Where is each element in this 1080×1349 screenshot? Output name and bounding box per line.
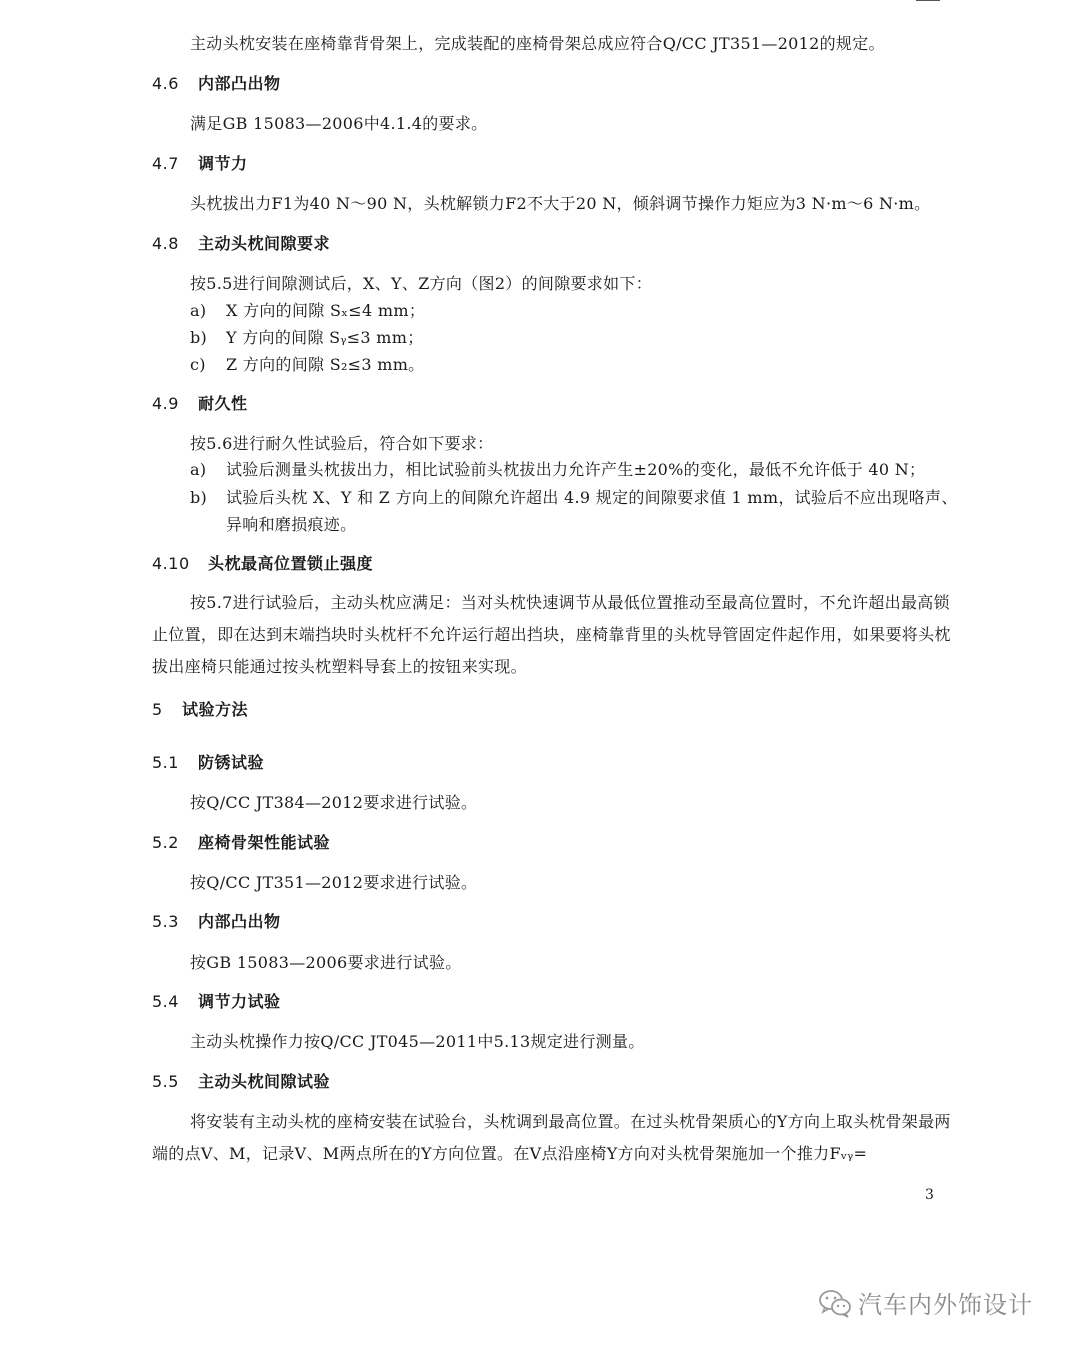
list-item — [190, 456, 965, 483]
section-number: 4.9 — [152, 394, 179, 413]
list-item — [190, 324, 965, 351]
intro-paragraph: 主动头枕安装在座椅靠背骨架上，完成装配的座椅骨架总成应符合Q/CC JT351—2012的规定。 — [190, 34, 885, 53]
section-heading-5-4 — [152, 988, 281, 1016]
top-rule — [916, 0, 940, 1]
watermark — [818, 1285, 1033, 1320]
watermark-text: 汽车内外饰设计 — [858, 1291, 1033, 1319]
section-heading-4-7 — [152, 150, 248, 178]
section-heading-4-10 — [152, 550, 373, 578]
section-heading-4-6 — [152, 70, 281, 98]
paragraph-5-2: 按Q/CC JT351—2012要求进行试验。 — [190, 873, 478, 892]
paragraph-4-9: 按5.6进行耐久性试验后，符合如下要求： — [190, 434, 494, 453]
section-title: 调节力 — [198, 154, 248, 173]
section-title: 内部凸出物 — [198, 74, 281, 93]
section-heading-4-8 — [152, 230, 330, 258]
paragraph-4-10: 按5.7进行试验后，主动头枕应满足：当对头枕快速调节从最低位置推动至最高位置时，不允许超出最高锁止位置，即在达到末端挡块时头枕杆不允许运行超出挡块，座椅靠背里的头枕导管固定件起作用，如果要将头枕拔出座椅只能通过按头枕塑料导套上的按钮来实现。 — [152, 593, 951, 676]
paragraph-5-5: 将安装有主动头枕的座椅安装在试验台，头枕调到最高位置。在过头枕骨架质心的Y方向上取头枕骨架最两端的点V、M，记录V、M两点所在的Y方向位置。在V点沿座椅Y方向对头枕骨架施加一个推力Fᵥᵧ= — [152, 1112, 951, 1163]
list-item — [190, 351, 965, 378]
paragraph-4-7: 头枕拔出力F1为40 N～90 N，头枕解锁力F2不大于20 N，倾斜调节操作力矩应为3 N·m～6 N·m。 — [190, 194, 931, 213]
paragraph-4-8: 按5.5进行间隙测试后，X、Y、Z方向（图2）的间隙要求如下： — [190, 274, 652, 293]
section-number: 5 — [152, 700, 163, 719]
paragraph-5-1: 按Q/CC JT384—2012要求进行试验。 — [190, 793, 478, 812]
list-text: Y 方向的间隙 Sᵧ≤3 mm； — [226, 328, 424, 347]
list-tag: a) — [190, 301, 207, 320]
section-heading-5-1 — [152, 749, 264, 777]
list-text: X 方向的间隙 Sₓ≤4 mm； — [226, 301, 426, 320]
section-number: 4.6 — [152, 74, 179, 93]
section-title: 主动头枕间隙试验 — [198, 1072, 331, 1091]
section-number: 5.4 — [152, 992, 179, 1011]
section-number: 5.1 — [152, 753, 179, 772]
section-heading-5-5 — [152, 1068, 330, 1096]
section-title: 头枕最高位置锁止强度 — [208, 554, 374, 573]
section-number: 5.5 — [152, 1072, 179, 1091]
section-heading-4-9 — [152, 390, 248, 418]
section-title: 主动头枕间隙要求 — [198, 234, 331, 253]
section-number: 5.2 — [152, 833, 179, 852]
section-heading-5 — [152, 696, 248, 724]
section-title: 调节力试验 — [198, 992, 281, 1011]
section-title: 内部凸出物 — [198, 912, 281, 931]
section-number: 4.7 — [152, 154, 179, 173]
list-tag: c) — [190, 355, 206, 374]
section-title: 耐久性 — [198, 394, 248, 413]
paragraph-5-3: 按GB 15083—2006要求进行试验。 — [190, 953, 462, 972]
list-text: Z 方向的间隙 S₂≤3 mm。 — [226, 355, 425, 374]
paragraph-4-6: 满足GB 15083—2006中4.1.4的要求。 — [190, 114, 488, 133]
list-item — [190, 484, 965, 538]
list-tag: a) — [190, 460, 207, 479]
section-heading-5-2 — [152, 829, 330, 857]
page-number: 3 — [925, 1187, 934, 1203]
list-tag: b) — [190, 328, 208, 347]
section-number: 5.3 — [152, 912, 179, 931]
wechat-icon — [818, 1288, 852, 1318]
section-heading-5-3 — [152, 908, 281, 936]
section-title: 防锈试验 — [198, 753, 265, 772]
paragraph-5-4: 主动头枕操作力按Q/CC JT045—2011中5.13规定进行测量。 — [190, 1032, 645, 1051]
section-title: 试验方法 — [182, 700, 249, 719]
section-number: 4.8 — [152, 234, 179, 253]
list-item — [190, 297, 965, 324]
section-number: 4.10 — [152, 554, 190, 573]
list-text: 试验后测量头枕拔出力，相比试验前头枕拔出力允许产生±20%的变化，最低不允许低于 40 N； — [226, 460, 926, 479]
section-title: 座椅骨架性能试验 — [198, 833, 331, 852]
list-text: 试验后头枕 X、Y 和 Z 方向上的间隙允许超出 4.9 规定的间隙要求值 1 mm，试验后不应出现咯声、异响和磨损痕迹。 — [226, 488, 958, 534]
list-tag: b) — [190, 488, 208, 507]
